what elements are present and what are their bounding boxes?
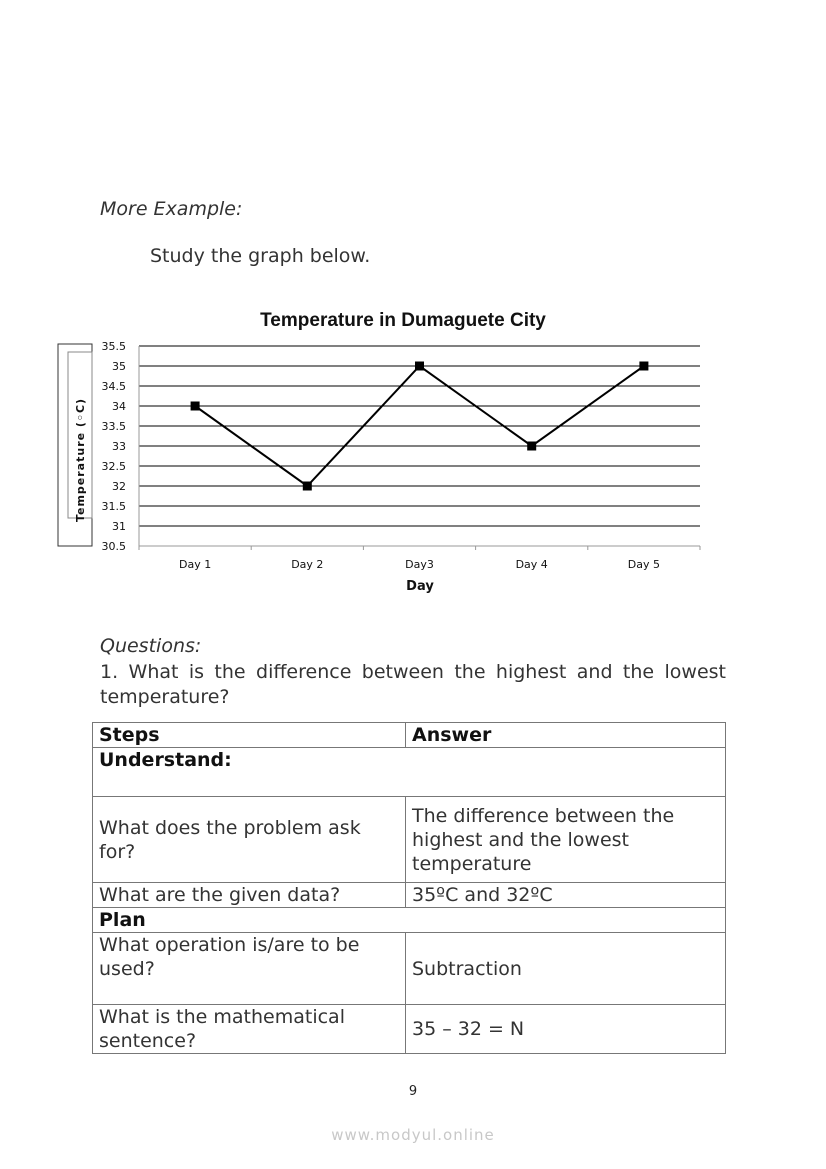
- answer-cell: 35ºC and 32ºC: [406, 883, 726, 908]
- y-tick-label: 34.5: [101, 380, 126, 393]
- question-1-line-2: temperature?: [100, 686, 230, 708]
- y-tick-label: 35: [112, 360, 126, 373]
- y-tick-label: 35.5: [101, 340, 126, 353]
- questions-heading: Questions:: [100, 635, 202, 657]
- answer-cell: Subtraction: [406, 933, 726, 1005]
- plan-label: Plan: [93, 908, 726, 933]
- data-point-marker: [639, 362, 648, 371]
- table-row-understand: [93, 748, 726, 797]
- y-tick-label: 33.5: [101, 420, 126, 433]
- answer-cell: The difference between the highest and the lowest temperature: [406, 797, 726, 883]
- y-tick-label: 33: [112, 440, 126, 453]
- step-cell: What is the mathematical sentence?: [93, 1005, 406, 1054]
- answer-cell: 35 – 32 = N: [406, 1005, 726, 1054]
- y-tick-label: 31: [112, 520, 126, 533]
- page-number: 9: [408, 1084, 418, 1099]
- chart-title: Temperature in Dumaguete City: [260, 310, 546, 331]
- header-steps: Steps: [93, 723, 406, 748]
- understand-label: Understand:: [93, 748, 726, 797]
- x-tick-label: Day 5: [627, 558, 661, 571]
- y-tick-label: 32.5: [101, 460, 126, 473]
- data-point-marker: [191, 402, 200, 411]
- steps-table: [92, 722, 726, 1054]
- table-row: [93, 797, 726, 883]
- x-tick-label: Day 1: [178, 558, 212, 571]
- table-row: [93, 883, 726, 908]
- y-tick-label: 30.5: [101, 540, 126, 553]
- data-point-marker: [415, 362, 424, 371]
- table-row-plan: [93, 908, 726, 933]
- x-axis-label: Day: [406, 579, 434, 594]
- data-point-marker: [527, 442, 536, 451]
- y-tick-label: 34: [112, 400, 126, 413]
- section-heading: More Example:: [100, 198, 243, 220]
- step-cell: What does the problem ask for?: [93, 797, 406, 883]
- table-header-row: [93, 723, 726, 748]
- step-cell: What are the given data?: [93, 883, 406, 908]
- y-tick-label: 32: [112, 480, 126, 493]
- data-point-marker: [303, 482, 312, 491]
- table-row: [93, 1005, 726, 1054]
- question-1-line-1: 1. What is the difference between the highest and the lowest: [100, 661, 726, 683]
- watermark: www.modyul.online: [331, 1126, 495, 1144]
- x-tick-labels: [179, 558, 660, 571]
- step-cell: What operation is/are to be used?: [93, 933, 406, 1005]
- instruction-text: Study the graph below.: [150, 245, 371, 267]
- y-tick-labels: [102, 340, 127, 553]
- header-answer: Answer: [406, 723, 726, 748]
- gridlines: [139, 346, 700, 550]
- y-axis-label: Temperature (◦C): [74, 397, 87, 523]
- x-tick-label: Day 2: [291, 558, 324, 571]
- temperature-line-chart: [50, 300, 730, 600]
- x-tick-label: Day 4: [515, 558, 548, 571]
- table-row: [93, 933, 726, 1005]
- x-tick-label: Day3: [405, 558, 434, 571]
- y-tick-label: 31.5: [101, 500, 126, 513]
